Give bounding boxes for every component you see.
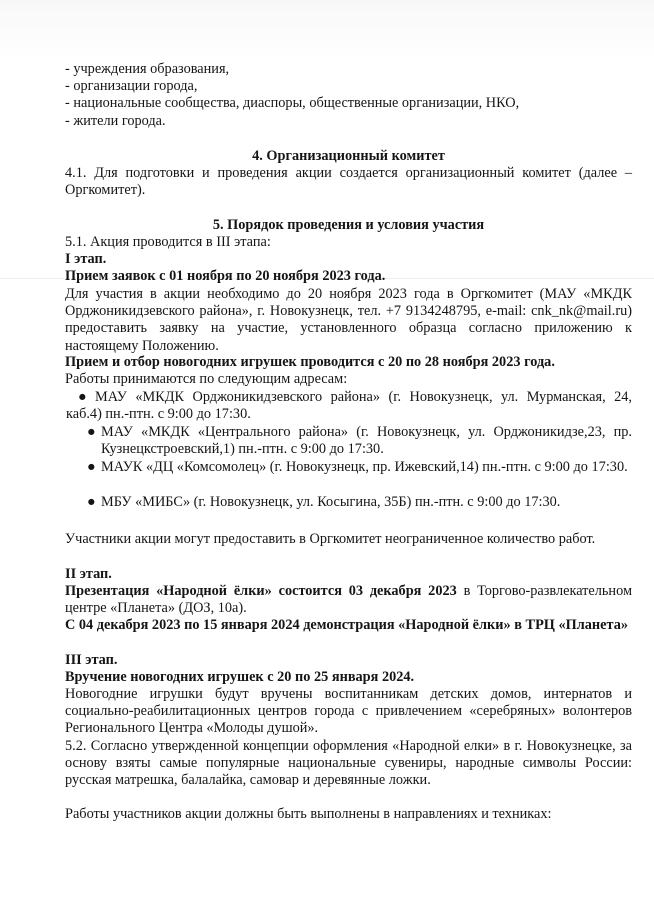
paragraph-5-2: 5.2. Согласно утвержденной концепции оформления «Народной елки» в г. Новокузнецке, за основу взяты самые популярные национальные сувениры, народные символы России: русская матрешка, балалайка, самовар и деревянные ложки. xyxy=(65,738,632,789)
stage-3-text: Новогодние игрушки будут вручены воспитанникам детских домов, интернатов и социально-реабилитационных центров города с привлечением «серебряных» волонтеров Регионального Центра «Молоды душой». xyxy=(65,686,632,737)
address-item xyxy=(87,459,632,476)
address-text: МБУ «МИБС» (г. Новокузнецк, ул. Косыгина, 35Б) пн.-птн. с 9:00 до 17:30. xyxy=(101,494,561,510)
address-item xyxy=(66,389,632,423)
stage-3-dates: Вручение новогодних игрушек с 20 по 25 января 2024. xyxy=(65,669,415,685)
stage-1-dates: Прием заявок с 01 ноября по 20 ноября 2023 года. xyxy=(65,268,386,284)
participants-list xyxy=(65,61,632,130)
scan-shadow xyxy=(0,0,654,60)
stage-2-title: II этап. xyxy=(65,566,112,582)
bullet-icon: ● xyxy=(78,389,87,405)
paragraph-5-1: 5.1. Акция проводится в III этапа: xyxy=(65,234,271,250)
list-item: - национальные сообщества, диаспоры, общественные организации, НКО, xyxy=(65,95,520,112)
bullet-icon: ● xyxy=(87,424,96,440)
address-item xyxy=(87,494,632,511)
stage-2-presentation xyxy=(65,583,632,617)
addresses-intro: Работы принимаются по следующим адресам: xyxy=(65,371,348,387)
stage-1-text: Для участия в акции необходимо до 20 ноября 2023 года в Оргкомитет (МАУ «МКДК Орджоникидзевского района», г. Новокузнецк, тел. +7 9134248795, e-mail: cnk_nk@mail.ru) предоставить заявку на участие, установленного образца согласно приложению к настоящему Положению. xyxy=(65,286,632,354)
presentation-date: Презентация «Народной ёлки» состоится 03 декабря 2023 xyxy=(65,583,457,599)
section-4-heading: 4. Организационный комитет xyxy=(252,148,445,164)
address-text: МАУ «МКДК Орджоникидзевского района» (г. Новокузнецк, ул. Мурманская, 24, каб.4) пн.-птн. с 9:00 до 17:30. xyxy=(66,389,632,423)
bullet-icon: ● xyxy=(87,459,96,475)
address-item xyxy=(87,424,632,458)
selection-dates: Прием и отбор новогодних игрушек проводится с 20 по 28 ноября 2023 года. xyxy=(65,354,555,370)
unlimited-works: Участники акции могут предоставить в Оргкомитет неограниченное количество работ. xyxy=(65,531,596,547)
section-4-paragraph: 4.1. Для подготовки и проведения акции создается организационный комитет (далее – Оргкомитет). xyxy=(65,165,632,199)
bullet-icon: ● xyxy=(87,494,96,510)
list-item: - учреждения образования, xyxy=(65,61,230,77)
address-text: МАУ «МКДК «Центрального района» (г. Новокузнецк, ул. Орджоникидзе,23, пр. Кузнецкстроевский,1) пн.-птн. с 9:00 до 17:30. xyxy=(101,424,632,458)
stage-3-title: III этап. xyxy=(65,652,118,668)
list-item: - жители города. xyxy=(65,112,166,129)
list-item: - организации города, xyxy=(65,78,198,95)
stage-1-title: I этап. xyxy=(65,251,107,267)
presentation-place: в Торгово-развлекательном центре «Планета» (ДОЗ, 10а). xyxy=(65,583,632,617)
demonstration-dates: С 04 декабря 2023 по 15 января 2024 демонстрация «Народной ёлки» в ТРЦ «Планета» xyxy=(65,617,629,633)
techniques-intro: Работы участников акции должны быть выполнены в направлениях и техниках: xyxy=(65,806,552,822)
section-5-heading: 5. Порядок проведения и условия участия xyxy=(212,217,485,233)
address-text: МАУК «ДЦ «Комсомолец» (г. Новокузнецк, пр. Ижевский,14) пн.-птн. с 9:00 до 17:30. xyxy=(101,459,628,475)
